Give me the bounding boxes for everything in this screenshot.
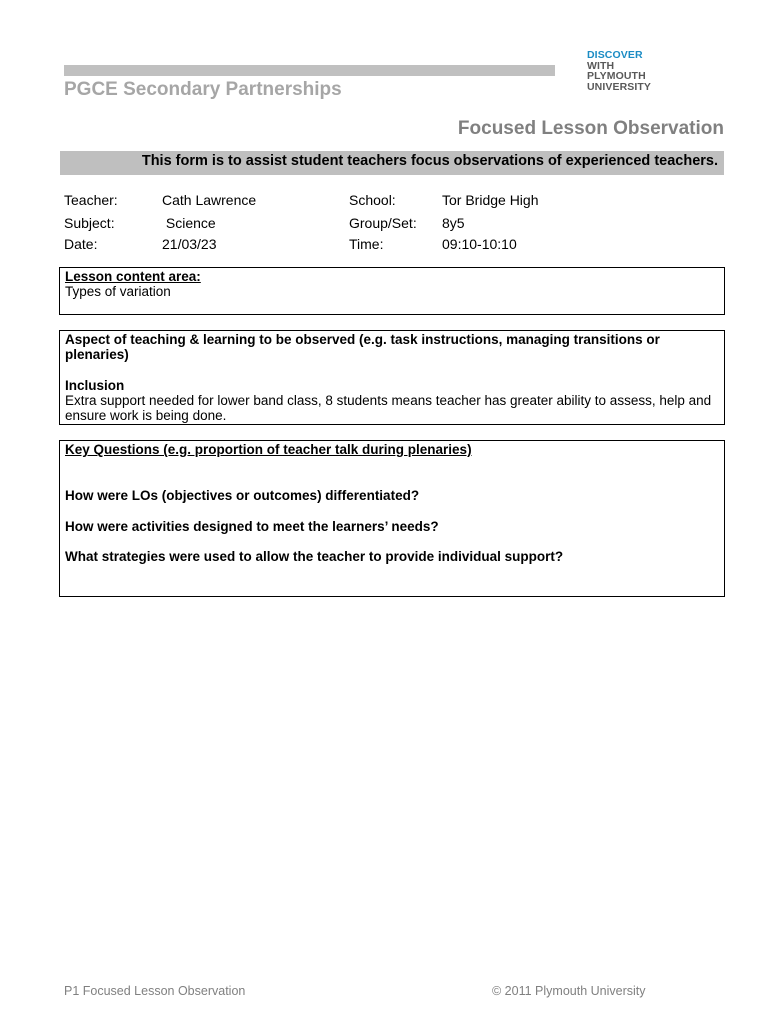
teacher-value: Cath Lawrence (162, 192, 257, 208)
content-area-heading: Lesson content area: (65, 269, 201, 284)
school-value: Tor Bridge High (442, 192, 539, 208)
aspect-heading-line-1: Aspect of teaching & learning to be observed (e.g. task instructions, managing transitions or (65, 332, 660, 347)
date-value: 21/03/23 (162, 236, 217, 252)
content-area-box (59, 267, 725, 315)
key-questions-box (59, 440, 725, 597)
aspect-text-line-2: ensure work is being done. (65, 408, 227, 423)
logo-line-2: WITH (587, 59, 615, 72)
instruction-banner (60, 151, 724, 175)
aspect-box (59, 330, 725, 425)
logo-line-3: PLYMOUTH (587, 70, 646, 82)
subject-value: Science (162, 215, 216, 231)
key-question-3: What strategies were used to allow the teacher to provide individual support? (65, 549, 564, 564)
key-question-1: How were LOs (objectives or outcomes) differentiated? (65, 488, 420, 503)
time-value: 09:10-10:10 (442, 236, 517, 252)
logo-line-4: UNIVERSITY (587, 80, 652, 93)
document-title: Focused Lesson Observation (457, 118, 724, 139)
key-questions-heading: Key Questions (e.g. proportion of teacher talk during plenaries) (65, 442, 472, 457)
subject-label: Subject: (64, 215, 115, 231)
logo-line-1: DISCOVER (587, 49, 643, 61)
teacher-label: Teacher: (64, 192, 118, 208)
aspect-subheading: Inclusion (65, 378, 125, 393)
school-label: School: (349, 192, 396, 208)
banner-text: This form is to assist student teachers focus observations of experienced teachers. (141, 153, 718, 169)
org-title: PGCE Secondary Partnerships (64, 79, 342, 100)
date-label: Date: (64, 236, 98, 252)
aspect-heading-line-2: plenaries) (65, 347, 129, 362)
group-label: Group/Set: (349, 215, 417, 231)
time-label: Time: (349, 236, 384, 252)
key-question-2: How were activities designed to meet the learners’ needs? (65, 519, 439, 534)
university-logo (587, 50, 651, 92)
content-area-text: Types of variation (65, 284, 171, 299)
footer-right: © 2011 Plymouth University (492, 984, 646, 998)
footer-left: P1 Focused Lesson Observation (64, 984, 246, 998)
aspect-text-line-1: Extra support needed for lower band class, 8 students means teacher has greater ability to assess, help and (65, 393, 712, 408)
header-bar (64, 65, 555, 76)
group-value: 8y5 (442, 215, 465, 231)
